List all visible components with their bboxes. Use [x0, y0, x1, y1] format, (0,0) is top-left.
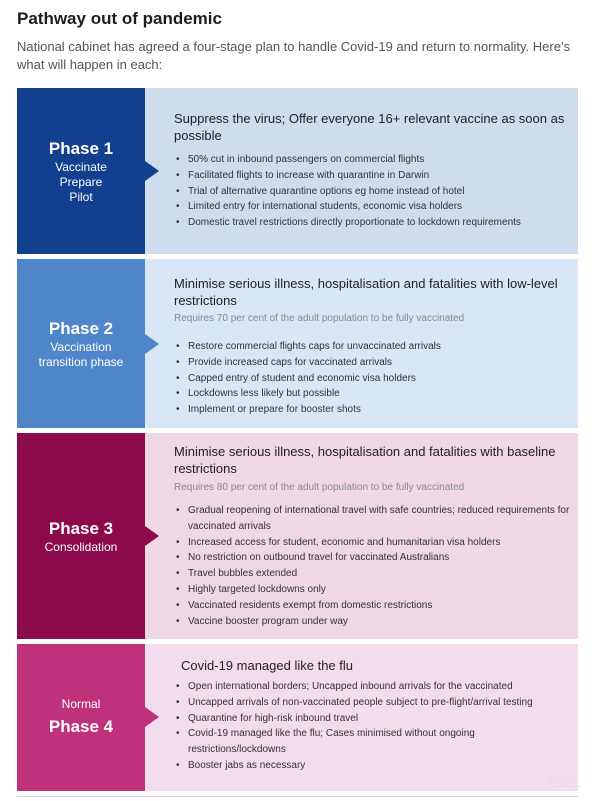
phase-3-bullet-list — [174, 503, 570, 629]
page-subtitle: National cabinet has agreed a four-stage plan to handle Covid-19 and return to normality. Here’s what will happen in each: — [17, 39, 571, 72]
list-item: • Restore commercial flights caps for unvaccinated arrivals — [174, 339, 570, 355]
phase-4-heading: Covid-19 managed like the flu — [181, 658, 353, 673]
phase-2-sub-line: Vaccination — [50, 339, 112, 354]
list-item: • Highly targeted lockdowns only — [174, 582, 570, 598]
phase-2-heading: Minimise serious illness, hospitalisation and fatalities with low-level restrictions — [174, 276, 558, 308]
phase-4-panel — [17, 644, 578, 791]
phase-1-name: Phase 1 — [48, 138, 114, 158]
list-item: • Trial of alternative quarantine options eg home instead of hotel — [174, 184, 570, 200]
phase-2-details — [145, 259, 578, 428]
phase-3-label-block — [17, 433, 145, 639]
list-item: • Lockdowns less likely but possible — [174, 386, 570, 402]
phase-1-label-block — [17, 88, 145, 254]
list-item: • Vaccinated residents exempt from domestic restrictions — [174, 598, 570, 614]
phase-1-heading: Suppress the virus; Offer everyone 16+ relevant vaccine as soon as possible — [174, 111, 565, 143]
phase-2-panel — [17, 259, 578, 428]
phase-1-sub-line: Pilot — [69, 189, 93, 204]
phase-3-requirement: Requires 80 per cent of the adult population to be fully vaccinated — [174, 482, 465, 493]
phase-3-details — [145, 433, 578, 639]
list-item: • Booster jabs as necessary — [174, 758, 570, 774]
list-item: • Provide increased caps for vaccinated arrivals — [174, 355, 570, 371]
page-title: Pathway out of pandemic — [17, 9, 222, 28]
phase-3-panel — [17, 433, 578, 639]
list-item: • Implement or prepare for booster shots — [174, 402, 570, 418]
bottom-divider — [17, 796, 578, 797]
list-item: • Domestic travel restrictions directly proportionate to lockdown requirements — [174, 215, 570, 231]
watermark: Chi... — [548, 775, 581, 791]
list-item: • Vaccine booster program under way — [174, 614, 570, 630]
list-item: • 50% cut in inbound passengers on commercial flights — [174, 152, 570, 168]
phase-4-label-block — [17, 644, 145, 791]
phase-3-name: Phase 3 — [48, 518, 114, 538]
phase-1-panel — [17, 88, 578, 254]
phase-2-requirement: Requires 70 per cent of the adult population to be fully vaccinated — [174, 313, 465, 324]
list-item: • Covid-19 managed like the flu; Cases minimised without ongoing restrictions/lockdowns — [174, 726, 570, 758]
phase-1-sub-line: Vaccinate — [55, 159, 107, 174]
phase-1-sub-line: Prepare — [59, 174, 103, 189]
phase-4-bullet-list — [174, 679, 570, 774]
phase-4-arrow-icon — [145, 707, 159, 727]
list-item: • Facilitated flights to increase with quarantine in Darwin — [174, 168, 570, 184]
phase-4-pre-label: Normal — [61, 697, 101, 711]
list-item: • Gradual reopening of international travel with safe countries; reduced requirements for vaccinated arrivals — [174, 503, 570, 535]
phase-4-details — [145, 644, 578, 791]
phase-3-heading: Minimise serious illness, hospitalisation and fatalities with baseline restrictions — [174, 444, 556, 476]
list-item: • Limited entry for international students, economic visa holders — [174, 199, 570, 215]
phase-3-sub-line: Consolidation — [44, 539, 118, 554]
phase-1-bullet-list — [174, 152, 570, 231]
phase-2-name: Phase 2 — [48, 318, 114, 338]
list-item: • Capped entry of student and economic visa holders — [174, 371, 570, 387]
phase-2-arrow-icon — [145, 334, 159, 354]
phase-2-sub-line: transition phase — [38, 354, 124, 369]
phase-1-arrow-icon — [145, 161, 159, 181]
list-item: • Open international borders; Uncapped inbound arrivals for the vaccinated — [174, 679, 570, 695]
phase-2-label-block — [17, 259, 145, 428]
phase-2-bullet-list — [174, 339, 570, 418]
list-item: • No restriction on outbound travel for vaccinated Australians — [174, 550, 570, 566]
list-item: • Quarantine for high-risk inbound travel — [174, 711, 570, 727]
phase-1-details — [145, 88, 578, 254]
phase-4-name: Phase 4 — [48, 717, 114, 736]
list-item: • Increased access for student, economic and humanitarian visa holders — [174, 535, 570, 551]
list-item: • Travel bubbles extended — [174, 566, 570, 582]
list-item: • Uncapped arrivals of non-vaccinated people subject to pre-flight/arrival testing — [174, 695, 570, 711]
phase-3-arrow-icon — [145, 526, 159, 546]
